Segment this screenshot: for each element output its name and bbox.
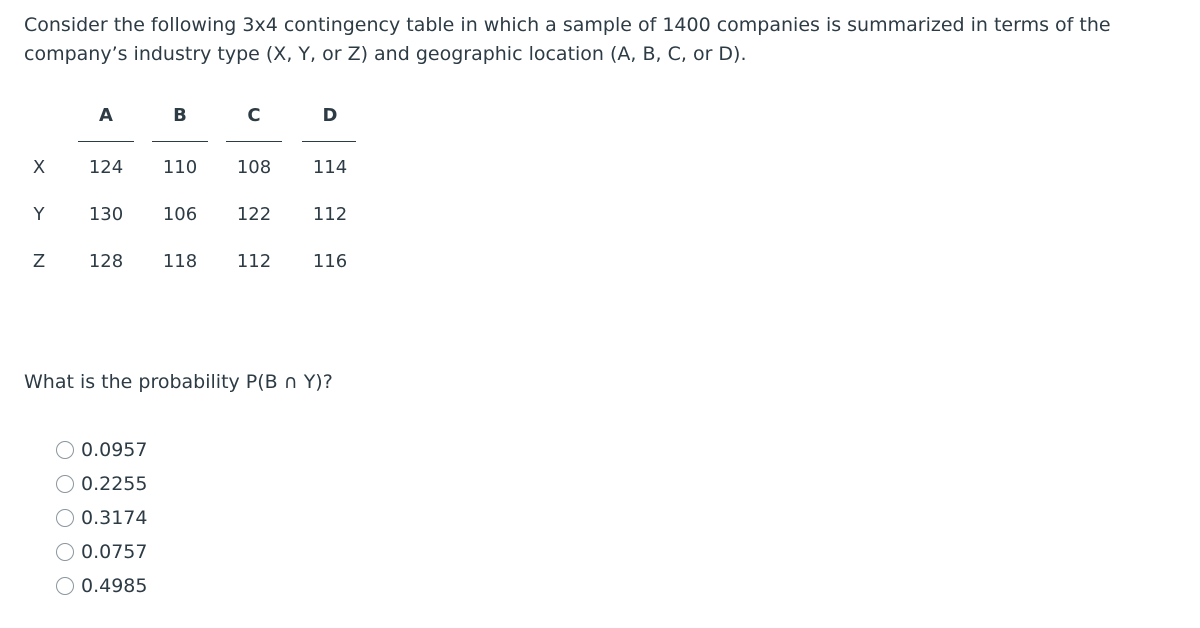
table-cell: 124 xyxy=(88,157,124,178)
answer-option[interactable] xyxy=(56,569,147,603)
column-header-b: B xyxy=(173,105,187,126)
column-header-c: C xyxy=(247,105,261,126)
row-label-y: Y xyxy=(33,204,45,225)
radio-button[interactable] xyxy=(56,577,74,595)
question-prompt: What is the probability P(B ∩ Y)? xyxy=(24,371,333,393)
radio-button[interactable] xyxy=(56,509,74,527)
column-underline-b xyxy=(152,141,208,142)
question-intro: Consider the following 3x4 contingency table in which a sample of 1400 companies is summarized in terms of the company’s industry type (X, Y, or Z) and geographic location (A, B, C, or D). xyxy=(24,14,1111,65)
answer-option-label: 0.3174 xyxy=(81,507,148,529)
answer-option-label: 0.0757 xyxy=(81,541,148,563)
table-cell: 110 xyxy=(162,157,198,178)
table-cell: 112 xyxy=(312,204,348,225)
row-label-x: X xyxy=(32,157,46,178)
answer-option-label: 0.0957 xyxy=(81,439,148,461)
table-cell: 114 xyxy=(312,157,348,178)
table-cell: 112 xyxy=(236,251,272,272)
answer-option-label: 0.4985 xyxy=(81,575,148,597)
column-underline-d xyxy=(302,141,356,142)
answer-option[interactable] xyxy=(56,501,147,535)
answer-option[interactable] xyxy=(56,467,147,501)
row-label-z: Z xyxy=(32,251,46,272)
table-cell: 130 xyxy=(88,204,124,225)
table-cell: 128 xyxy=(88,251,124,272)
radio-button[interactable] xyxy=(56,441,74,459)
table-cell: 106 xyxy=(162,204,198,225)
answer-option-label: 0.2255 xyxy=(81,473,148,495)
radio-button[interactable] xyxy=(56,543,74,561)
answer-options xyxy=(56,433,147,603)
table-cell: 118 xyxy=(162,251,198,272)
column-underline-a xyxy=(78,141,134,142)
answer-option[interactable] xyxy=(56,433,147,467)
column-underline-c xyxy=(226,141,282,142)
table-cell: 108 xyxy=(236,157,272,178)
contingency-table xyxy=(24,105,364,285)
radio-button[interactable] xyxy=(56,475,74,493)
answer-option[interactable] xyxy=(56,535,147,569)
table-cell: 122 xyxy=(236,204,272,225)
column-header-a: A xyxy=(99,105,113,126)
column-header-d: D xyxy=(322,105,338,126)
table-cell: 116 xyxy=(312,251,348,272)
